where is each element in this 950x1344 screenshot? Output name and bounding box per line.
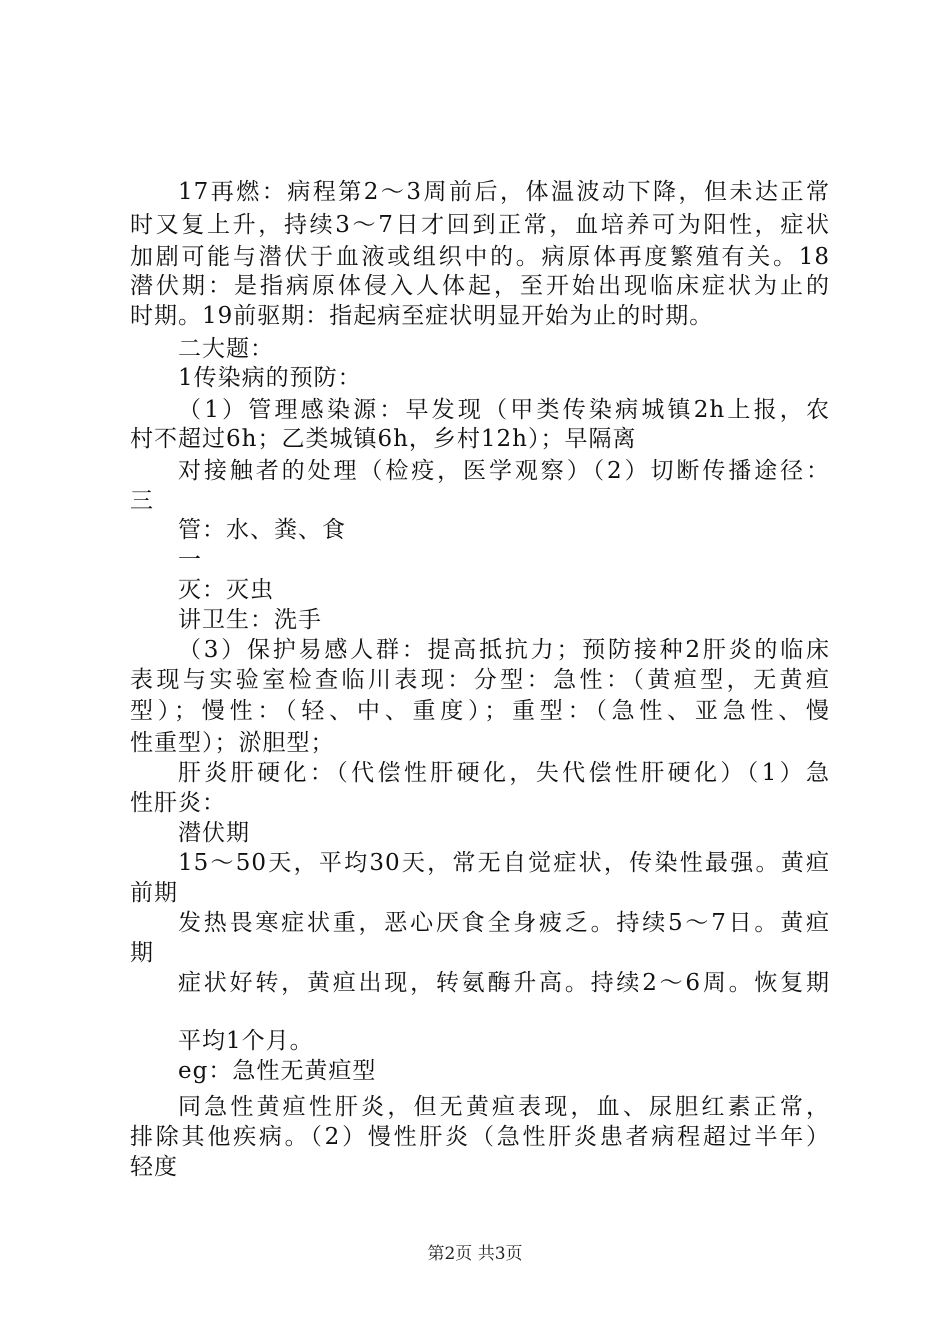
- text-line: 轻度: [130, 1154, 178, 1180]
- text-line: 讲卫生：洗手: [178, 607, 322, 633]
- text-line: 加剧可能与潜伏于血液或组织中的。病原体再度繁殖有关。18: [130, 244, 830, 270]
- text-line: 管：水、粪、食: [178, 517, 346, 543]
- page-footer: 第2页 共3页: [427, 1244, 523, 1264]
- text-line: 潜伏期：是指病原体侵入人体起，至开始出现临床症状为止的: [130, 273, 830, 299]
- text-line: 前期: [130, 880, 178, 906]
- text-line: 期: [130, 940, 154, 966]
- text-line: 潜伏期: [178, 820, 250, 846]
- subsection-heading: 1传染病的预防：: [178, 365, 362, 391]
- text-line: 发热畏寒症状重，恶心厌食全身疲乏。持续5～7日。黄疸: [178, 910, 830, 936]
- text-line: 排除其他疾病。（2）慢性肝炎（急性肝炎患者病程超过半年）: [130, 1124, 830, 1150]
- text-line: 性肝炎：: [130, 790, 226, 816]
- text-line: 一: [178, 547, 202, 573]
- text-line: （3）保护易感人群：提高抵抗力；预防接种2肝炎的临床: [178, 637, 830, 663]
- text-line: 症状好转，黄疸出现，转氨酶升高。持续2～6周。恢复期: [178, 970, 830, 996]
- text-line: 肝炎肝硬化：（代偿性肝硬化，失代偿性肝硬化）（1）急: [178, 760, 830, 786]
- text-line: 型）；慢性：（轻、中、重度）；重型：（急性、亚急性、慢: [130, 698, 830, 724]
- text-line: 时又复上升，持续3～7日才回到正常，血培养可为阳性，症状: [130, 212, 830, 238]
- text-line: 性重型）；淤胆型；: [130, 730, 335, 756]
- text-line: 平均1个月。: [178, 1028, 314, 1054]
- text-line: 时期。19前驱期：指起病至症状明显开始为止的时期。: [130, 303, 714, 329]
- text-line: 同急性黄疸性肝炎，但无黄疸表现，血、尿胆红素正常，: [178, 1094, 830, 1120]
- text-line: 对接触者的处理（检疫，医学观察）（2）切断传播途径：: [178, 458, 830, 484]
- text-line: eg：急性无黄疸型: [178, 1058, 377, 1084]
- text-line: 三: [130, 488, 154, 514]
- text-line: 表现与实验室检查临川表现：分型：急性：（黄疸型，无黄疸: [130, 667, 830, 693]
- text-line: 灭：灭虫: [178, 577, 274, 603]
- text-line: 17再燃：病程第2～3周前后，体温波动下降，但未达正常: [178, 179, 830, 205]
- text-line: 15～50天，平均30天，常无自觉症状，传染性最强。黄疸: [178, 850, 830, 876]
- text-line: （1）管理感染源：早发现（甲类传染病城镇2h上报，农: [178, 397, 830, 423]
- section-heading: 二大题：: [178, 336, 274, 362]
- text-line: 村不超过6h；乙类城镇6h，乡村12h）；早隔离: [130, 426, 637, 452]
